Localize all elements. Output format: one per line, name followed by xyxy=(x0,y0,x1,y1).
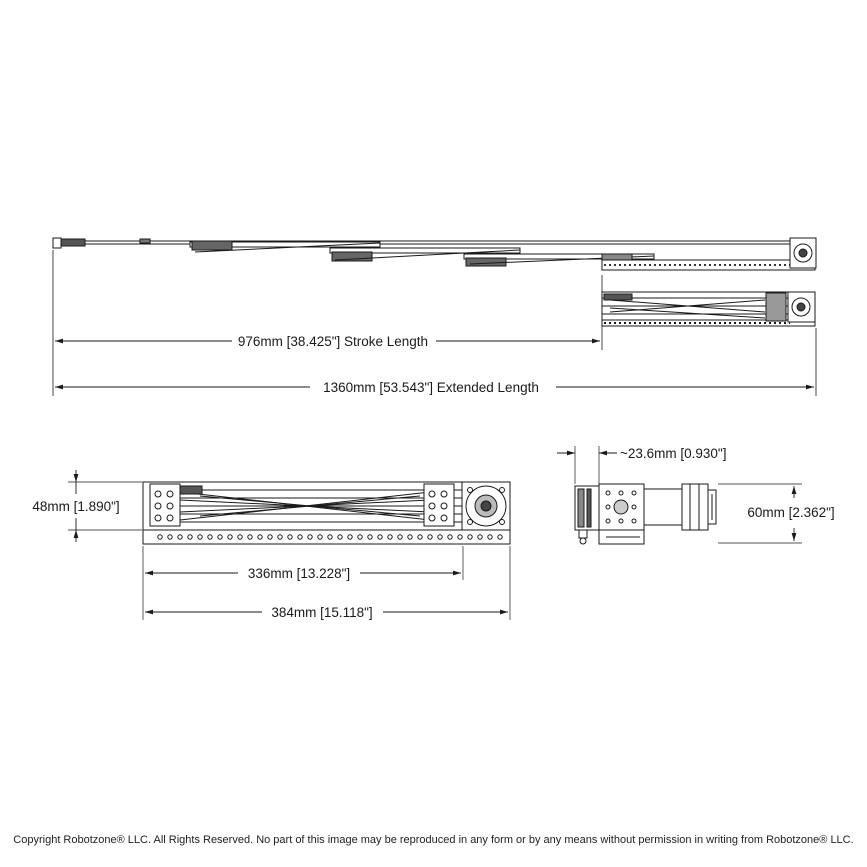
motor-height-label: 60mm [2.362"] xyxy=(747,505,835,520)
rail-holes xyxy=(158,535,502,539)
end-view xyxy=(575,484,716,544)
overall-length-label: 384mm [15.118"] xyxy=(271,605,373,620)
stroke-length-dimension xyxy=(55,334,600,349)
inner-length-label: 336mm [13.228"] xyxy=(247,566,351,581)
overall-length-dimension xyxy=(145,605,508,620)
inner-length-dimension xyxy=(145,566,461,581)
thickness-dimension xyxy=(557,446,617,484)
extended-actuator-view xyxy=(53,238,816,326)
retracted-actuator-view xyxy=(143,482,510,544)
extended-length-label: 1360mm [53.543"] Extended Length xyxy=(323,380,539,395)
extended-length-dimension xyxy=(55,380,814,395)
stroke-length-label: 976mm [38.425"] Stroke Length xyxy=(237,334,429,349)
height-label: 48mm [1.890"] xyxy=(32,499,120,514)
copyright-notice: Copyright Robotzone® LLC. All Rights Reserved. No part of this image may be reproduced in any form or by any means without permission in writing from Robotzone® LLC. xyxy=(13,834,854,846)
thickness-label: ~23.6mm [0.930"] xyxy=(620,446,727,461)
